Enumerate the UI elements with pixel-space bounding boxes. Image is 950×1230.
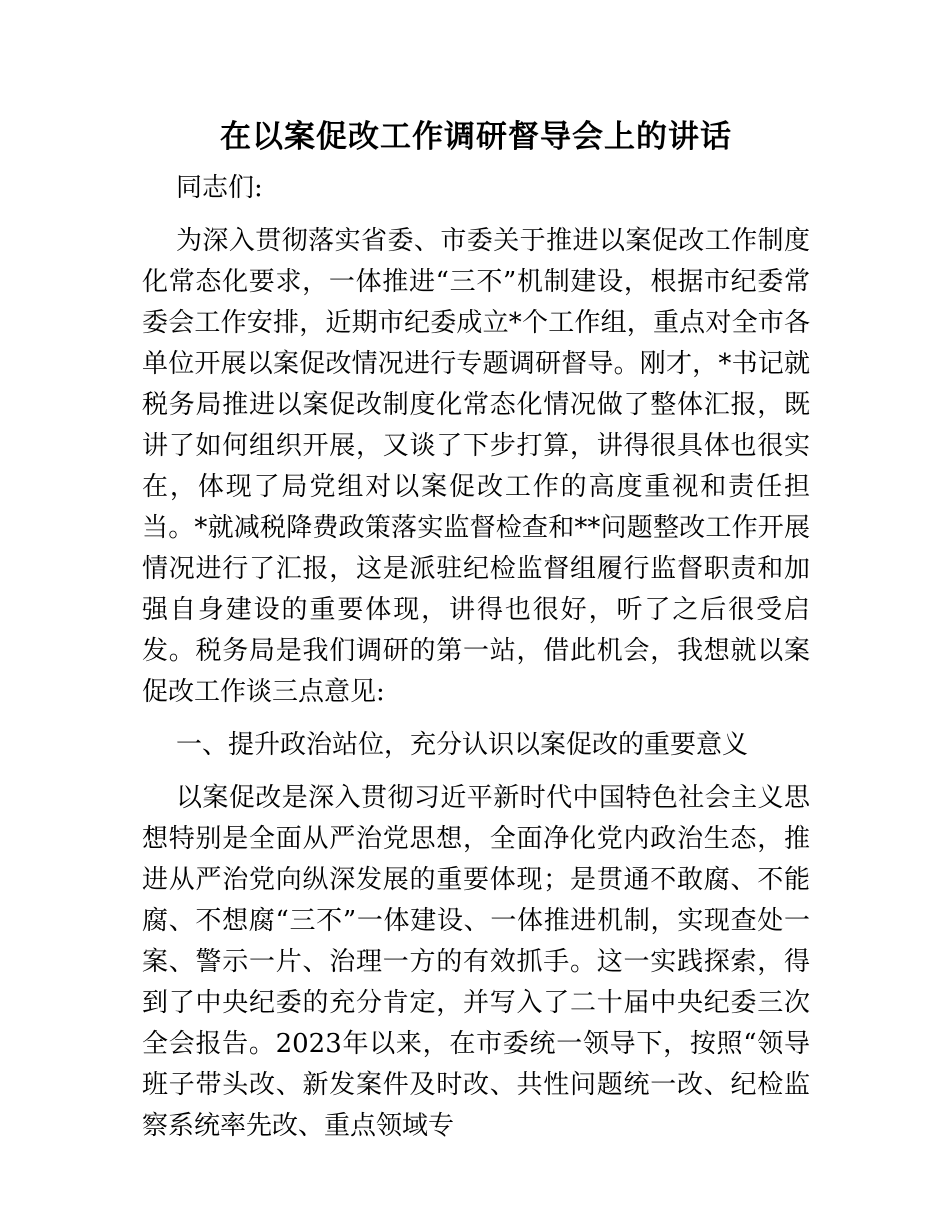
body-paragraph-2: 以案促改是深入贯彻习近平新时代中国特色社会主义思想特别是全面从严治党思想，全面净化党内政治生态，推进从严治党向纵深发展的重要体现；是贯通不敢腐、不能腐、不想腐“三不”一体建设、一体推进机制，实现查处一案、警示一片、治理一方的有效抓手。这一实践探索，得到了中央纪委的充分肯定，并写入了二十届中央纪委三次全会报告。2023年以来，在市委统一领导下，按照“领导班子带头改、新发案件及时改、共性问题统一改、纪检监察系统率先改、重点领域专 [142,783,810,1141]
section-heading-1: 一、提升政治站位，充分认识以案促改的重要意义 [176,730,749,760]
document-title: 在以案促改工作调研督导会上的讲话 [220,119,732,155]
body-paragraph-1: 为深入贯彻落实省委、市委关于推进以案促改工作制度化常态化要求，一体推进“三不”机制建设，根据市纪委常委会工作安排，近期市纪委成立*个工作组，重点对全市各单位开展以案促改情况进行专题调研督导。刚才，*书记就税务局推进以案促改制度化常态化情况做了整体汇报，既讲了如何组织开展，又谈了下步打算，讲得很具体也很实在，体现了局党组对以案促改工作的高度重视和责任担当。*就减税降费政策落实监督检查和**问题整改工作开展情况进行了汇报，这是派驻纪检监督组履行监督职责和加强自身建设的重要体现，讲得也很好，听了之后很受启发。税务局是我们调研的第一站，借此机会，我想就以案促改工作谈三点意见: [142,226,810,707]
document-page [142,108,810,1159]
salutation: 同志们: [176,173,263,203]
